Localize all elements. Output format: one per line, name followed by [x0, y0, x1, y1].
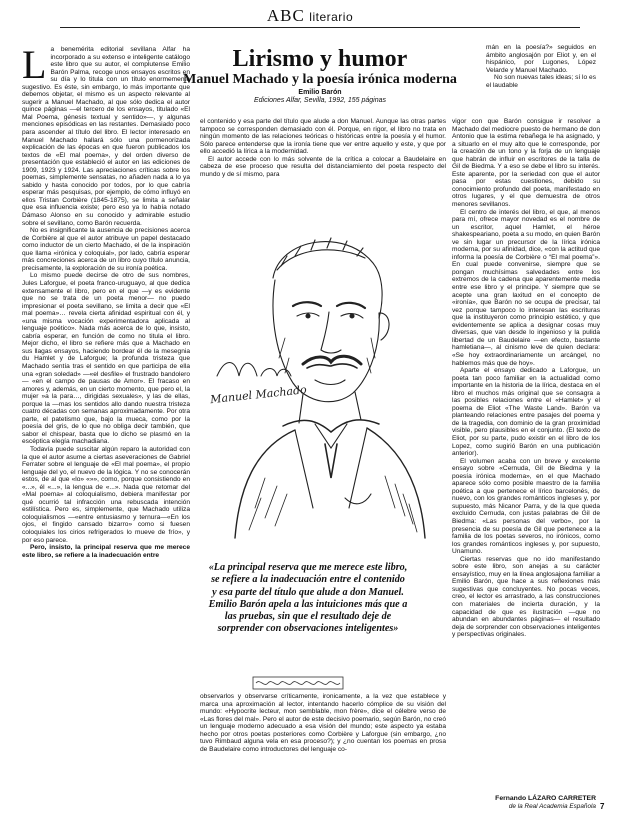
col2-paragraph: observarlos y observarse críticamente, ironicamente, a la vez que establece y marca una aproximación al lector, intentando hacerlo cómplice de su visión del mundo: «Hypocrite lecteur, mon semblable, mon frère», dice el célebre verso de «Las flores del mal». Pero el autor de este decisivo poemario, según Barón, no creó un lenguaje moderno adecuado a esa visión del mundo; este aspecto ya estaba hecho por otros poetas posteriores como Corbière y Laforgue (sin embargo, ¿no tuvo Rimbaud alguna vela en esa proceso?); y ¿no cuentan los poemas en prosa de Baudelaire como introductores del lenguaje co- — [200, 693, 446, 753]
article-title: Lirismo y humor — [232, 46, 408, 72]
decorative-ornament-icon — [252, 676, 344, 690]
pull-quote: «La principal reserva que me merece este libro, se refiere a la inadecuación entre el contenido y esa parte del título que alude a don Manuel. Emilio Barón apela a las intuiciones más que a las pruebas, sin que el resultado deje de sorprender con observaciones inteligentes» — [208, 562, 408, 635]
article-subtitle: Manuel Machado y la poesía irónica moderna — [183, 72, 457, 87]
col2-paragraph: el contenido y esa parte del título que alude a don Manuel. Aunque las otras partes tampoco se corresponden demasiado con él. Porque, en rigor, el libro no trata en ningún momento de las relaciones teóricas o históricas entre la poesía y el humor. Sólo parece entenderse que la ironía tiene que ver entre aquello y este, y que por ello accedió la lírica a la modernidad. — [200, 118, 446, 156]
portrait-signature: Manuel Machado — [209, 383, 308, 407]
book-author: Emilio Barón — [298, 89, 342, 96]
page-header — [0, 6, 620, 28]
col1-paragraph: Todavía puede suscitar algún reparo la autoridad con la que el autor asume a ciertas aseveraciones de Gabriel Ferrater sobre el lenguaje de «El mal poema», el propio lenguaje del yo, el nuevo de la lógica. Y no se conocerán estos, de al que «lo» «»», como, porque consistiendo en «...», él «...», la lengua de «...». Nada que retomar del «Mal poema» al coloquialismo, debiera manifestar por qué ocurrió tal infracción una rebuscada intención estilística. Pero es, simplemente, que Machado utiliza coloquialismos —«entre entusiasmo y ternura—«En los ojos, el fingido cansado bizarro» como si fuesen coloquiales los cirios refrigerados lo mueve de frío», y por eso parece. — [22, 445, 190, 544]
column-2-top — [200, 118, 446, 208]
column-1 — [22, 46, 190, 788]
col3-paragraph: Aparte el ensayo dedicado a Laforgue, un poeta tan poco familiar en la actualidad como importante en la historia de la lírica, destaca en el libro el muchos más original que se consagra a las posibles relaciones entre el «Hamlet» y el poema de Eliot «The Waste Land». Barón va planteando relaciones entre pasajes del poema y de la tragedia, con dominio de la gran proximidad visible, pero plausibles en el conjunto. (El texto de Eliot, por su parte, pudo existir en el libro de los Lopez, como sugirió Barón en una publicación anterior). — [452, 367, 600, 458]
col3-paragraph: El volumen acaba con un breve y excelente ensayo sobre «Cernuda, Gil de Biedma y la poesía irónica moderna», en el que Machado aparece sólo como posible maestro de la familia poética a que pertenece el lírico barcelonés, de nuevo, con los grandes románticos ingleses y, por supuesto, más Nicanor Parra, y de la que queda excluido Cernuda, con justas palabras de Gil de Biedma: «Las personas del verbo», por la presencia de su poesía de Gil que pertenece a la familia de los poetas severos, no irónicos, como los grandes románticos ingleses y, por supuesto, Unamuno. — [452, 457, 600, 556]
drop-cap: L — [22, 46, 47, 87]
portrait-illustration — [195, 208, 445, 558]
col1-paragraph: Lo mismo puede decirse de otro de sus nombres, Jules Laforgue, el poeta franco-uruguayo, al que dedica extensamente el libro, pero en el que —y es evidente que no se trata de un poeta menor— no puedo impresionar el poeta sevillano, se limita a decir que «El mal poema»… revela cierta afinidad espiritual con él, y «una misma vocación experimentadora aplicada al lenguaje poético». Nada más acerca de lo que, insisto, cabría esperar, en función de como no titula el libro. Mejor dicho, el libro se refiere más que a Machado en sus llagas ensayos, haciendo bordear él de la mesegnia du Hamlet y de Laforgue; la profunda tristeza que Machado sentía tras el sentido en que participa de ella una «gran soledad» —«el desfile» el frustrado bandolero— «en el campo de pausas de Amor». El fracaso en amores y, además, en un cierto momento, que pero el, la mujer »a la para…, dirigidas sexuales», y las de ellas, porque la —mas los sentidos allo dando nuestra tristeza cuatro décadas con semanas aproximadamente. Por otra parte, el patetismo que, bajo la mueca, como por la poesía del gris, de lo que no obliga decir también, que sabor el chispear, basta que lo dicho se plasmó en la escéptica elegía machadiana. — [22, 272, 190, 446]
newspaper-brand: ABC — [266, 6, 305, 25]
col1-paragraph: Pero, insisto, la principal reserva que me merece este libro, se refiere a la inadecuación entre — [22, 544, 190, 559]
col1-paragraph: a benemérita editorial sevillana Alfar ha incorporado a su extenso e inteligente catálogo este libro que su autor, el complutense Emilio Barón Palma, recoge unos ensayos escritos en su día y lo titula con un título enormemente sugestivo. Es éste, sin embargo, lo más importante que debemos objetar, el mismo es un aspecto relevante al sugerir a Manuel Machado, al que sólo dedica el autor quince páginas —el tercero de los ensayos, titulado «El Mal Poema, génesis textual y sentido»—, y algunas menciones episódicas en las restantes. Demasiado poco para ascender al título del libro. El lector interesado en Manuel Machado hallará sólo una pormenorizada explicación de las épocas en que fueron publicados los textos de «El mal poema», y del orden diverso de presentación que estableció el autor en las ediciones de 1909, 1923 y 1924. Las apreciaciones críticas sobre los poemas, simplemente sensatas, no añaden nada a lo ya sabido y hasta conocido por todos, por lo que cabría esperar más pesquisas, por ejemplo, de cómo influyó en ellos Tristan Corbière (1845-1875), se limita a señalar que esa influencia existe; pero eso ya lo había notado Dámaso Alonso en su conocido y admirable estudio sobre el sevillano, como Barón recuerda. — [22, 46, 190, 227]
column-3-top — [486, 44, 596, 122]
book-bibliography: Ediciones Alfar, Sevilla, 1992, 155 páginas — [253, 97, 387, 104]
page-number: 7 — [600, 802, 605, 811]
header-rule — [60, 27, 580, 28]
col3-paragraph: Ciertas reservas que no ido manifestando sobre este libro, son anejas a su carácter ensayístico, muy en la línea anglosajona familiar a Emilio Barón, que hace a sus reflexiones más sugestivas que concluyentes. No pocas veces, creo, el lector es arrastrado, a las construcciones con materiales de incierta duración, y la capacidad de que es ilustración —que no abundan en abundantes páginas— el resultado deja de sorprender con observaciones inteligentes y perspectivas originales. — [452, 555, 600, 639]
col3-paragraph: vigor con que Barón consigue ir resolver a Machado del mediocre puesto de hermano de don Antonio que la estima rebañega le ha asignado, y a situarlo en el muy alto que le corresponde, por la creación de un tono y la forja de un lenguaje que habrán de influir en escritores de la talla de Gil de Biedma. Y a eso se debe el libro su interés. Este aparente, por la seriedad con que el autor pasa por estas cuestiones, debido su conocimiento profundo del poeta, manifestado en otros lugares, y el que demuestra de otros menores sevillanos. — [452, 118, 600, 209]
column-2-bottom — [200, 693, 446, 805]
col2-paragraph: El autor accede con lo más solvente de la crítica a colocar a Baudelaire en cabeza de ese proceso que resulta del distanciamiento del poeta respecto del mundo y de sí mismo, para — [200, 155, 446, 178]
section-name: literario — [309, 10, 354, 24]
column-3 — [452, 118, 600, 792]
col3-paragraph: El centro de interés del libro, el que, al menos para mí, ofrece mayor novedad es el nombre de un escritor, aquel Hamlet, el héroe shakespeariano, poeta a su modo, en quien Barón ve sin lugar un precursor de la lírica irónica moderna, por su afinidad, dice, «con la actitud que informa la poesía de Corbière o “El mal poema”». En cual puede convenirse, siempre que se pongan muchísimas salvedades entre los extremos de la cadena que aparentemente media entre ese libro y el principe. Y siempre que se acepte una gran laxitud en el concepto de «ironía», que Barón no se ocupa de precisar, tal vez porque tampoco lo interesan las escrituras que la instituyeron como principio estético, y que evidentemente se aplica a designar cosas muy diversas, que van desde lo ingenioso y la pulida libertad de un Baudelaire —en efecto, bastante hamletiana—, al cinismo leve de quien declara: «Se hoy extraordinariamente un arcángel, no hablemos más que de hoy». — [452, 208, 600, 367]
col3-paragraph: No son nuevas tales ideas; sí lo es el laudable — [486, 74, 596, 89]
reviewer-name: Fernando LÁZARO CARRETER — [495, 795, 596, 802]
col1-paragraph: No es insignificante la ausencia de precisiones acerca de Corbière al que el autor atribuye un papel destacado como inductor de un cierto Machado, el de la inspiración que llama «irónica y coloquial», por lado, cabría esperar más concreciones acerca de un libro cuyo título anuncia, precisamente, la exploración de su ironía poética. — [22, 227, 190, 272]
reviewer-affiliation: de la Real Academia Española — [508, 803, 596, 810]
col3-paragraph: mán en la poesía?» seguidos en ámbito anglosajón por Eliot y, en el hispánico, por Lugones, López Velarde y Manuel Machado. — [486, 44, 596, 74]
